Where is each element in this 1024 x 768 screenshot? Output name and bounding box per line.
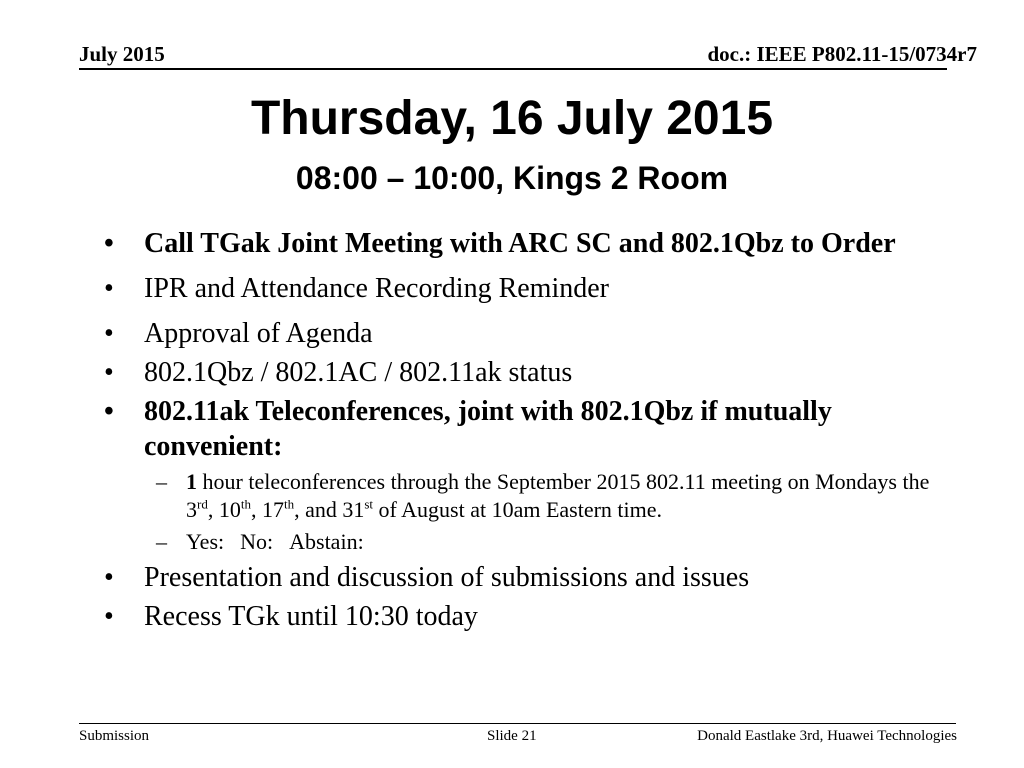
ordinal-suffix: th [283, 496, 295, 512]
footer-rule [79, 723, 956, 724]
ordinal-suffix: th [240, 496, 251, 512]
agenda-item-ipr [102, 271, 942, 306]
sub-item-vote [102, 528, 942, 556]
bullet-icon: • [104, 357, 114, 388]
agenda-item-recess [102, 599, 942, 634]
vote-yes-label: Yes: [186, 529, 225, 554]
footer-slide-number: Slide 21 [487, 728, 537, 744]
ordinal-suffix: st [364, 496, 374, 512]
sub-item-teleconference-schedule [102, 468, 942, 524]
agenda-item-presentations [102, 560, 942, 595]
bullet-icon: • [104, 396, 114, 427]
agenda-item-text: 802.11ak Teleconferences, joint with 802.1Qbz if mutually convenient: [144, 396, 832, 462]
bullet-icon: • [104, 228, 114, 259]
vote-no-label: No: [240, 529, 274, 554]
footer-submission: Submission [79, 728, 150, 744]
agenda-item-text: IPR and Attendance Recording Reminder [144, 273, 609, 304]
vote-abstain-label: Abstain: [289, 529, 364, 554]
agenda-item-status [102, 355, 942, 390]
agenda-list [102, 226, 942, 634]
header-rule [79, 68, 947, 70]
agenda-item-text: Approval of Agenda [144, 318, 373, 349]
slide-title: Thursday, 16 July 2015 [250, 92, 774, 145]
agenda-item-approval [102, 316, 942, 351]
agenda-item-call-to-order [102, 226, 942, 261]
header-doc-id: doc.: IEEE P802.11-15/0734r7 [707, 42, 977, 66]
schedule-text: hour teleconferences through the September 2015 802.11 meeting on Mondays the 3 [186, 469, 930, 522]
schedule-text: , 17 [250, 497, 284, 522]
agenda-item-text: 802.1Qbz / 802.1AC / 802.11ak status [144, 357, 573, 388]
agenda-item-teleconferences [102, 394, 942, 464]
bullet-icon: • [104, 273, 114, 304]
schedule-text: , 10 [207, 497, 241, 522]
ordinal-suffix: rd [197, 496, 208, 512]
dash-icon: – [156, 529, 167, 554]
bullet-icon: • [104, 601, 114, 632]
agenda-item-text: Call TGak Joint Meeting with ARC SC and 802.1Qbz to Order [144, 228, 896, 259]
bullet-icon: • [104, 318, 114, 349]
schedule-text: of August at 10am Eastern time. [373, 497, 663, 522]
hours-count: 1 [186, 469, 197, 494]
bullet-icon: • [104, 562, 114, 593]
slide-subtitle: 08:00 – 10:00, Kings 2 Room [295, 160, 729, 196]
agenda-item-text: Presentation and discussion of submissions and issues [144, 562, 750, 593]
footer-author: Donald Eastlake 3rd, Huawei Technologies [697, 728, 957, 744]
schedule-text: , and 31 [294, 497, 365, 522]
agenda-item-text: Recess TGk until 10:30 today [144, 601, 478, 632]
dash-icon: – [156, 469, 167, 494]
header-date: July 2015 [79, 42, 165, 66]
